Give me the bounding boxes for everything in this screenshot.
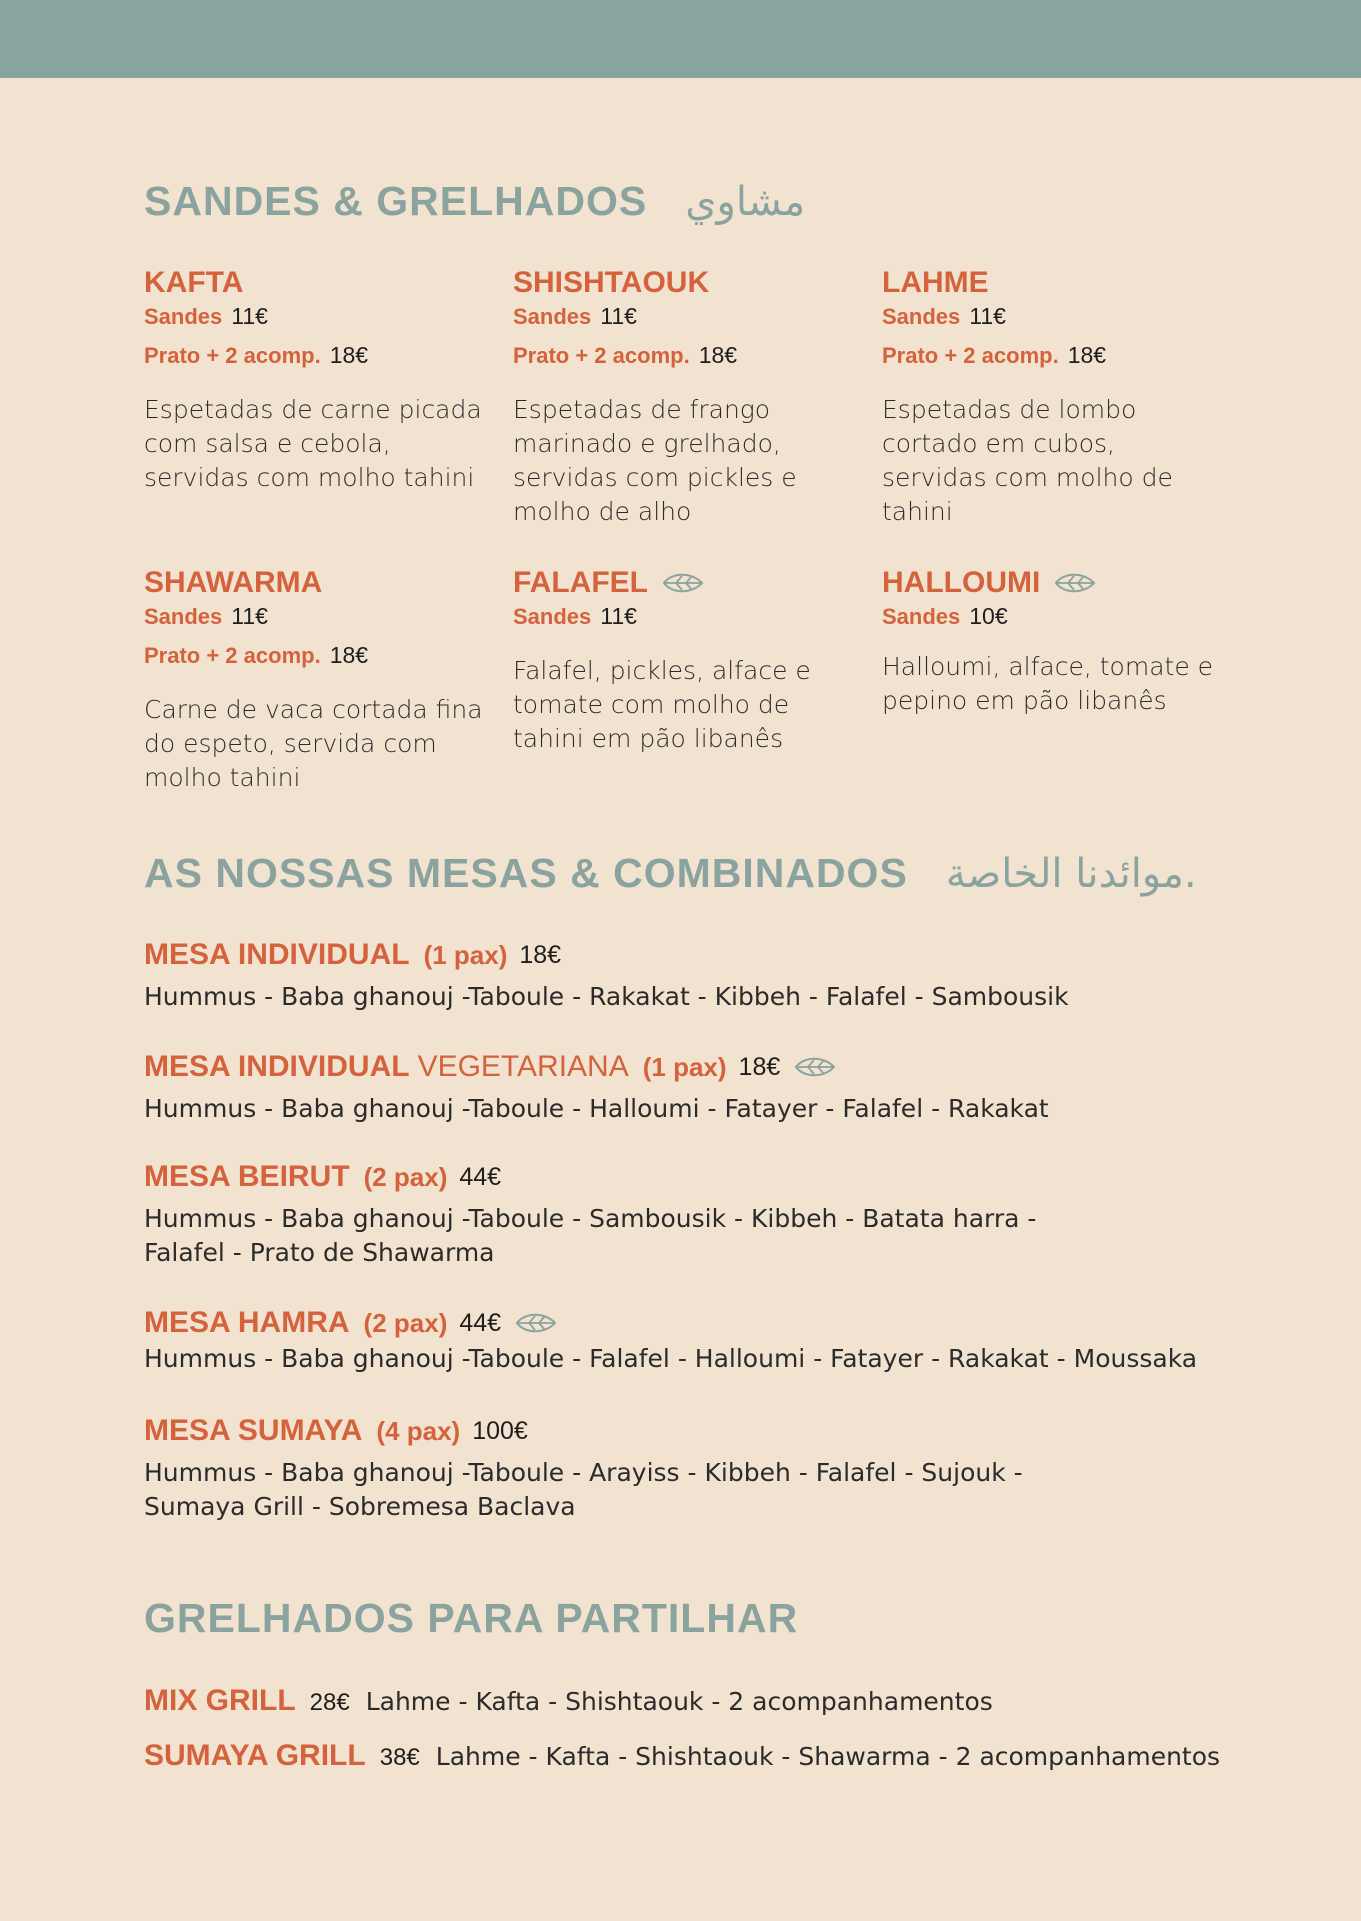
mesa-description-line-1: Hummus - Baba ghanouj -Taboule - Sambousik - Kibbeh - Batata harra - xyxy=(144,1204,1037,1233)
leaf-icon xyxy=(515,1311,557,1335)
menu-item-falafel xyxy=(513,565,853,756)
mesa-hamra xyxy=(144,1306,1274,1376)
price-row-prato: Prato + 2 acomp. 18€ xyxy=(144,642,369,668)
grill-name: MIX GRILL xyxy=(144,1684,296,1717)
mesa-pax: (2 pax) xyxy=(363,1307,448,1338)
price-row-sandes: Sandes 11€ xyxy=(513,603,637,629)
mesa-pax: (1 pax) xyxy=(642,1051,727,1082)
item-name: FALAFEL xyxy=(513,566,648,599)
item-name: SHISHTAOUK xyxy=(513,266,710,299)
grill-name: SUMAYA GRILL xyxy=(144,1739,366,1772)
section-title-arabic: مشاوي xyxy=(685,179,806,225)
mesa-description: Hummus - Baba ghanouj -Taboule - Halloumi - Fatayer - Falafel - Rakakat xyxy=(144,1094,1049,1123)
mesa-name: MESA INDIVIDUAL xyxy=(144,938,410,971)
item-name: SHAWARMA xyxy=(144,566,323,599)
mesa-subtitle: VEGETARIANA xyxy=(417,1050,629,1083)
mesa-header xyxy=(144,1306,1274,1340)
price-row-prato: Prato + 2 acomp. 18€ xyxy=(144,342,369,368)
grill-description: Lahme - Kafta - Shishtaouk - 2 acompanhamentos xyxy=(365,1687,993,1716)
section-title-text: SANDES & GRELHADOS xyxy=(144,178,648,224)
price-row-prato: Prato + 2 acomp. 18€ xyxy=(513,342,738,368)
section-title-text: GRELHADOS PARA PARTILHAR xyxy=(144,1595,799,1641)
mesa-pax: (2 pax) xyxy=(363,1161,448,1192)
menu-item-halloumi xyxy=(882,565,1222,718)
mesa-pax: (1 pax) xyxy=(423,939,508,970)
price-row-sandes: Sandes 11€ xyxy=(144,303,268,329)
section-title-text: AS NOSSAS MESAS & COMBINADOS xyxy=(144,850,908,896)
price-row-prato: Prato + 2 acomp. 18€ xyxy=(882,342,1107,368)
mesa-price: 44€ xyxy=(459,1308,502,1337)
mesa-individual xyxy=(144,938,1274,1014)
mesa-name: MESA INDIVIDUAL xyxy=(144,1050,410,1083)
mesa-description: Hummus - Baba ghanouj -Taboule - Rakakat - Kibbeh - Falafel - Sambousik xyxy=(144,982,1069,1011)
item-description: Halloumi, alface, tomate e pepino em pão libanês xyxy=(882,652,1214,715)
mesa-header xyxy=(144,938,1274,972)
section-title-grelhados xyxy=(144,1595,798,1642)
menu-item-lahme xyxy=(882,265,1222,529)
mesa-header xyxy=(144,1160,1274,1194)
mesa-pax: (4 pax) xyxy=(376,1415,461,1446)
mesa-price: 18€ xyxy=(519,940,562,969)
price-row-sandes: Sandes 11€ xyxy=(882,303,1006,329)
mesa-individual-vegetariana xyxy=(144,1050,1274,1126)
price-row-sandes: Sandes 11€ xyxy=(144,603,268,629)
leaf-icon xyxy=(1054,571,1096,595)
leaf-icon xyxy=(794,1055,836,1079)
mesa-price: 44€ xyxy=(459,1162,502,1191)
mesa-header xyxy=(144,1414,1274,1448)
section-title-arabic: .موائدنا الخاصة xyxy=(945,851,1198,897)
mesa-name: MESA BEIRUT xyxy=(144,1160,350,1193)
mesa-beirut xyxy=(144,1160,1274,1270)
item-name-row xyxy=(513,565,853,601)
item-description: Carne de vaca cortada fina do espeto, servida com molho tahini xyxy=(144,695,483,792)
mesa-price: 100€ xyxy=(472,1416,528,1445)
mesa-sumaya xyxy=(144,1414,1274,1524)
price-row-sandes: Sandes 10€ xyxy=(882,603,1008,629)
item-name: HALLOUMI xyxy=(882,566,1041,599)
menu-item-shishtaouk xyxy=(513,265,853,529)
menu-item-kafta xyxy=(144,265,484,495)
mesa-price: 18€ xyxy=(738,1052,781,1081)
mesa-name: MESA SUMAYA xyxy=(144,1414,363,1447)
section-title-sandes xyxy=(144,178,805,225)
mesa-header xyxy=(144,1050,1274,1084)
mesa-description-line-2: Sumaya Grill - Sobremesa Baclava xyxy=(144,1492,576,1521)
item-name-row xyxy=(882,565,1222,601)
menu-item-shawarma xyxy=(144,565,484,795)
item-description: Falafel, pickles, alface e tomate com molho de tahini em pão libanês xyxy=(513,656,811,753)
grill-mix xyxy=(144,1684,993,1718)
leaf-icon xyxy=(662,571,704,595)
mesa-description-line-2: Falafel - Prato de Shawarma xyxy=(144,1238,495,1267)
grill-price: 38€ xyxy=(379,1744,420,1771)
item-description: Espetadas de frango marinado e grelhado, servidas com pickles e molho de alho xyxy=(513,395,797,526)
item-description: Espetadas de lombo cortado em cubos, servidas com molho de tahini xyxy=(882,395,1173,526)
top-banner xyxy=(0,0,1361,78)
item-name: KAFTA xyxy=(144,266,244,299)
item-description: Espetadas de carne picada com salsa e cebola, servidas com molho tahini xyxy=(144,395,482,492)
item-name: LAHME xyxy=(882,266,989,299)
mesa-description-line-1: Hummus - Baba ghanouj -Taboule - Arayiss - Kibbeh - Falafel - Sujouk - xyxy=(144,1458,1023,1487)
mesa-description: Hummus - Baba ghanouj -Taboule - Falafel - Halloumi - Fatayer - Rakakat - Moussaka xyxy=(144,1344,1198,1373)
mesa-name: MESA HAMRA xyxy=(144,1306,350,1339)
grill-sumaya xyxy=(144,1739,1220,1773)
price-row-sandes: Sandes 11€ xyxy=(513,303,637,329)
section-title-mesas xyxy=(144,850,1198,897)
grill-description: Lahme - Kafta - Shishtaouk - Shawarma - 2 acompanhamentos xyxy=(435,1742,1221,1771)
grill-price: 28€ xyxy=(309,1689,350,1716)
